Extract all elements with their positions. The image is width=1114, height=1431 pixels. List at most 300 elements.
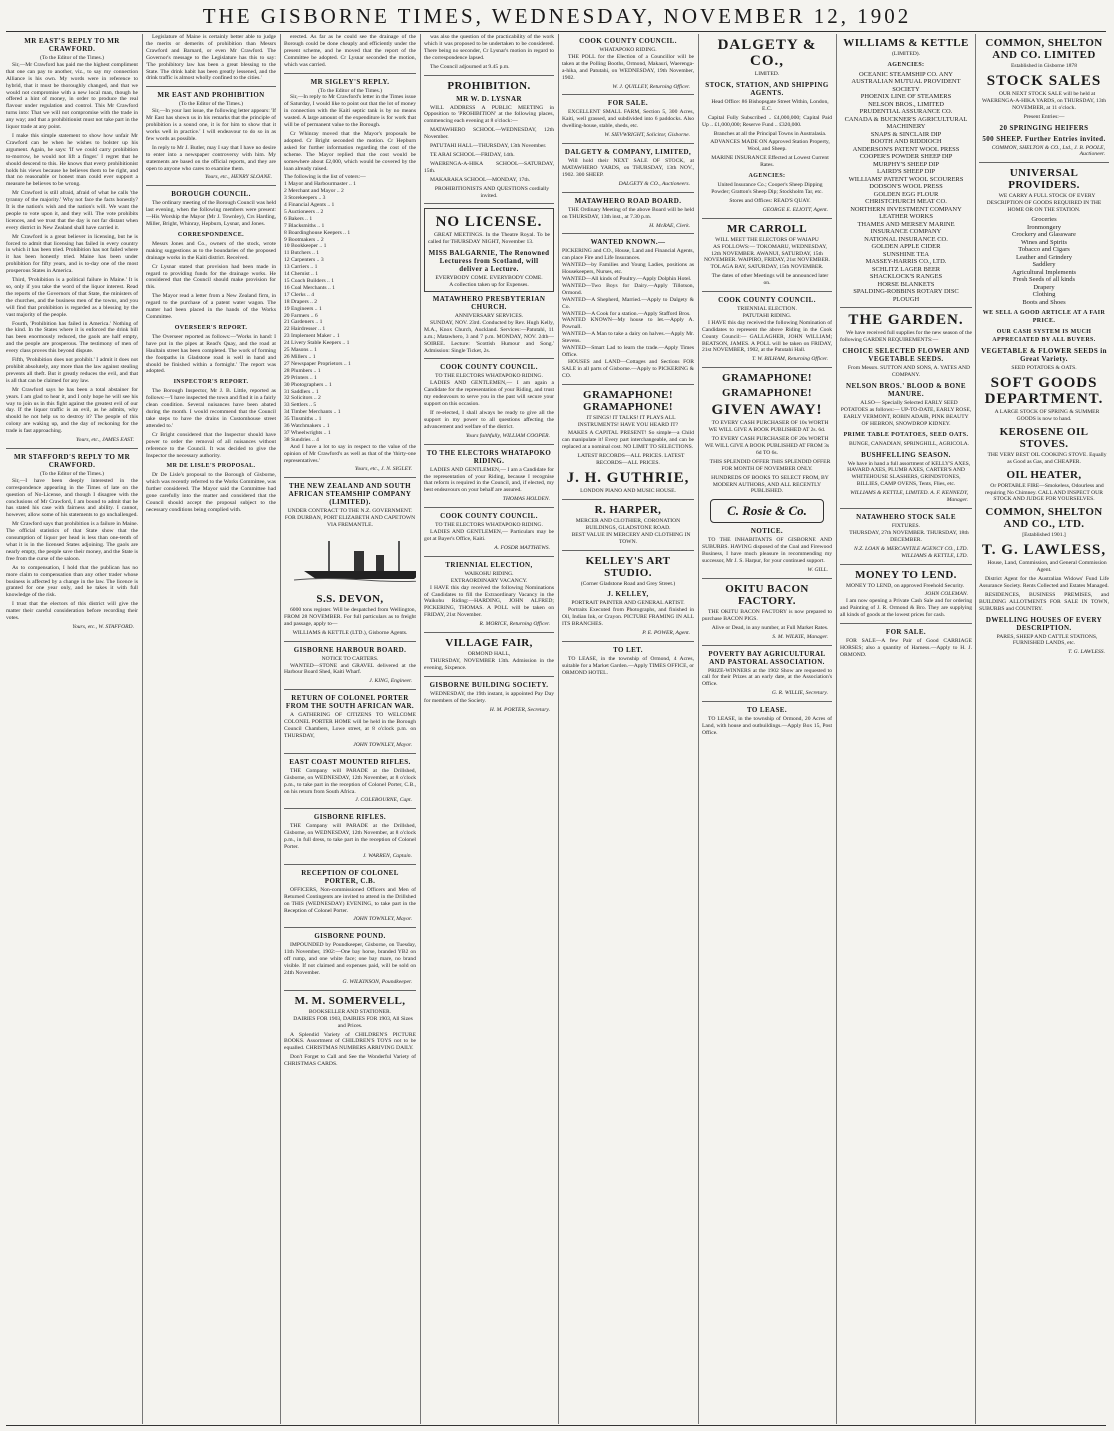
article-subheading: (To the Editor of the Times.)	[179, 101, 243, 108]
goods-list	[979, 216, 1109, 306]
list-item: 29 Printers .. 1	[284, 374, 317, 381]
ad-text: ALSO— Specially Selected EARLY SEED POTATOES as follows:— UP-TO-DATE, EARLY ROSE, EARLY VERMONT, ROBIN ADAIR, PINK BEAUTY OF HEBRON, SNOWDROP KIDNEY.	[840, 400, 972, 427]
ad-heading: GISBORNE HARBOUR BOARD.	[293, 645, 407, 654]
ad-text: GREAT MEETINGS. In the Theatre Royal. To be called for THURSDAY NIGHT, November 13.	[428, 232, 550, 246]
ad-text: HUNDREDS OF BOOKS TO SELECT FROM, BY MODERN AUTHORS, AND ALL RECENTLY PUBLISHED.	[711, 474, 829, 495]
ad-heading: GISBORNE POUND.	[314, 932, 386, 941]
column-8	[979, 34, 1109, 1424]
ad-heading: KELLEY'S ART STUDIO.	[585, 554, 671, 579]
signature: N.Z. LOAN & MERCANTILE AGENCY CO., LTD. WILLIAMS & KETTLE, LTD.	[853, 545, 968, 559]
divider	[424, 203, 554, 204]
ad-heading: MATAWHERO PRESBYTERIAN CHURCH.	[432, 295, 546, 312]
ad-text: If re-elected, I shall always be ready to give all the support in my power to all questions affecting the advancement and welfare of the district.	[424, 410, 554, 430]
divider	[840, 623, 972, 624]
goods-item: Agricultural Implements	[1011, 268, 1077, 276]
list-item: 13 Carriers .. 1	[284, 264, 318, 271]
signature: H. McRAE, Clerk.	[649, 222, 690, 229]
signature: J. COLEBOURNE, Capt.	[355, 797, 412, 804]
column-5	[562, 34, 694, 1424]
signature: GEORGE E. ELIOTT, Agent.	[762, 206, 828, 213]
agency-item: SUNSHINE TEA	[882, 250, 930, 258]
agency-item: BOOTH AND RIDDIOCH	[870, 138, 942, 146]
section-subheading: MR DE LISLE'S PROPOSAL.	[166, 463, 256, 470]
column-6	[702, 34, 832, 1424]
ad-heading: COOK COUNTY COUNCIL.	[718, 296, 816, 305]
ad-heading: MR CARROLL	[726, 222, 808, 235]
column-2	[146, 34, 276, 1424]
article-paragraph: Mr Crawford is still afraid, afraid of what he calls 'the tyranny of the majority.' Why not face the facts honestly? It is the nation's wish and the nation's will. We want the people to vote upon it, and they will. The vote prohibits licences, and we trust that the day is not far distant when every district in New Zealand shall have carried it.	[6, 190, 138, 231]
ad-text: THE POLL for the Election of a Councillor will be taken at the Polling Booths, Ormond, Makauri, Waerenga-a-hika, and Patutahi, on WEDNESDAY, 19th November, 1902.	[562, 53, 694, 81]
ad-subheading: LIMITED.	[754, 71, 780, 77]
wanted-item: WANTED—by Families and Young Ladies, positions as Housekeepers, Nurses, etc.	[562, 262, 694, 276]
list-item: 4 Financial Agents .. 1	[284, 202, 335, 209]
ad-subheading: WHATAPOKO RIDING.	[599, 47, 657, 53]
masthead-rule	[6, 31, 1106, 32]
steamship-illustration	[284, 533, 416, 583]
list-item: 17 Clerks .. 4	[284, 291, 314, 298]
agency-item: WILLIAMS' PATENT WOOL SCOURERS	[848, 175, 964, 183]
divider	[6, 448, 138, 449]
ad-text: A collection taken up for Expenses.	[449, 282, 529, 289]
article-paragraph: Third, 'Prohibition is a political failure in Maine.' It is so, only if you take the word of the liquor interest. Read the reports of the Governors of that State, the ministers of the churches, and the business men of the towns, and you will find that prohibition is regarded as a blessing by the vast majority of the people.	[6, 277, 138, 318]
ad-text: WILL ADDRESS A PUBLIC MEETING in Opposition to 'PROHIBITION' at the following places, commencing each evening at 8 o'clock:—	[424, 104, 554, 125]
list-item: 2 Merchant and Mayor .. 2	[284, 188, 344, 195]
ad-text: MARINE INSURANCE Effected at Lowest Current Rates.	[711, 155, 829, 169]
ad-subheading: NOTICE TO CARTERS.	[321, 655, 379, 662]
ad-text: From Messrs. SUTTON AND SONS, A. YATES AND COMPANY.	[847, 365, 971, 379]
column-divider	[698, 34, 699, 1424]
divider	[284, 927, 416, 928]
ad-subheading: (Corner Gladstone Road and Grey Street.)	[580, 580, 676, 587]
list-item: 34 Timber Merchants .. 1	[284, 409, 341, 416]
ad-heading: WILLIAMS & KETTLE	[843, 37, 969, 49]
ad-heading: GISBORNE BUILDING SOCIETY.	[429, 680, 549, 689]
ad-entry: 500 SHEEP. Further Entries invited.	[982, 134, 1106, 143]
list-item: 25 Masons .. 1	[284, 347, 317, 354]
list-item: 38 Sundries .. 4	[284, 436, 319, 443]
divider	[284, 641, 416, 642]
ad-text: BUNGE, CANADIAN, SPRINGHILL, AGRICOLA.	[848, 440, 970, 447]
ad-subheading: EXTRAORDINARY VACANCY.	[450, 577, 528, 584]
ad-heading: OIL HEATER,	[1006, 468, 1082, 481]
agency-item: DODSON'S WOOL PRESS	[869, 183, 943, 191]
ad-subheading: PATUTAHI RIDING.	[742, 312, 792, 319]
section-subheading: OVERSEER'S REPORT.	[174, 324, 248, 331]
ad-subheading: WILL MEET THE ELECTORS OF WAIAPU	[715, 236, 819, 243]
signature: G. R. WILLIE, Secretary.	[771, 690, 828, 697]
list-item: 22 Hairdresser .. 1	[284, 326, 326, 333]
ad-text: LADIES AND GENTLEMEN,— Particulars may be got at Bayer's Office, Kaiti.	[424, 529, 554, 542]
article-paragraph: Mr Crawford is a great believer in licensing, but he is forced to admit that licensing has failed in every country in which it has been tried. Prohibition has not failed where it has been honestly tried. Maine has been under prohibition for fifty years, and is to-day one of the most prosperous States in America.	[6, 233, 138, 275]
article-paragraph: Fourth, 'Prohibition has failed in America.' Nothing of the kind. In the States where it is enforced the drink bill has been enormously reduced, the gaols are half empty, and the people are prosperous. The testimony of men of every class proves this beyond dispute.	[6, 320, 138, 355]
column-divider	[420, 34, 421, 1424]
ad-text: District Agent for the Australian Widows' Fund Life Assurance Society. Rents Collected and Estates Managed.	[979, 576, 1109, 589]
goods-item: Crockery and Glassware	[1012, 231, 1076, 239]
article-paragraph: Mr Crawford says he has been a total abstainer for years. I am glad to hear it, and I only hope he will see his way to join us in this fight against the greatest evil of our day. If the liquor traffic is an evil, as he admits, why should he not help us to destroy it? The people of this colony are waking up, and the day of reckoning for the trade is fast approaching.	[6, 386, 138, 435]
agency-item: MASSEY-HARRIS CO., LTD.	[865, 258, 947, 266]
ad-subheading: ORMOND HALL,	[467, 651, 511, 658]
ad-heading: M. M. SOMERVELL,	[294, 994, 406, 1007]
ad-text: TO LEASE, in the township of Ormond, 20 Acres of Land, with house and outbuildings.—Apply Box 15, Post Office.	[702, 716, 832, 736]
ad-subheading: AGENCIES:	[748, 173, 786, 180]
article-paragraph: Sir,—I have been deeply interested in the correspondence appearing in the Times of late on the question of No-License, and though I disagree with the conclusions of Mr Crawford, I am bound to admit that he has stated his case with fairness and ability. I cannot, however, allow some of his statements to go unchallenged.	[6, 477, 138, 519]
signature: WILLIAMS & KETTLE, LIMITED. A. F. KENNEDY, Manager.	[850, 490, 968, 504]
ad-subheading: WE SELL A GOOD ARTICLE AT A FAIR PRICE.	[982, 310, 1106, 325]
ad-heading: J. KELLEY,	[607, 590, 649, 599]
ad-heading: R. HARPER,	[594, 503, 662, 516]
ad-heading: DALGETY & CO.,	[717, 37, 817, 69]
article-subheading: (To the Editor of the Times.)	[40, 55, 104, 61]
ad-heading: BUSHFELLING SEASON.	[861, 450, 951, 459]
divider	[840, 564, 972, 565]
list-item: 30 Photographers .. 1	[284, 381, 332, 388]
wanted-item: WANTED—A Shepherd, Married.—Apply to Dalgety & Co.	[562, 296, 694, 310]
divider	[284, 477, 416, 478]
agency-item: LEATHER WORKS	[879, 213, 933, 221]
ad-heading: GRAMAPHONE!	[722, 387, 812, 400]
ad-subheading: VEGETABLE & FLOWER SEEDS in Great Variety.	[981, 347, 1107, 364]
list-item: 20 Farmers .. 6	[284, 312, 318, 319]
column-divider	[142, 34, 143, 1424]
article-paragraph: Messrs Jones and Co., owners of the stock, wrote making suggestions as to the boundaries of the proposed drainage works in the Kaiti district. Received.	[146, 240, 276, 261]
divider	[702, 367, 832, 368]
signature: Yours, etc., HENRY SLOANE.	[205, 174, 272, 181]
goods-item: Saddlery	[1032, 261, 1056, 269]
column-4	[424, 34, 554, 1424]
ad-text: THURSDAY, NOVEMBER 13th. Admission in the evening, Sixpence.	[424, 657, 554, 671]
agency-item: LAIRD'S SHEEP DIP	[877, 168, 935, 176]
ad-text: Portraits Executed from Photographs, and finished in Oil, Indian Ink, or Crayon. PICTURE FRAMING IN ALL ITS BRANCHES.	[562, 607, 694, 628]
ad-text: MAKARAKA SCHOOL—MONDAY, 17th.	[430, 176, 531, 183]
article-subheading: (To the Editor of the Times.)	[318, 87, 382, 94]
wanted-item: WANTED—A Man to take a dairy on halves.—Apply Mr. Stevens.	[562, 331, 694, 345]
article-heading: MR SIGLEY'S REPLY.	[310, 77, 390, 86]
article-heading: BOROUGH COUNCIL.	[171, 190, 251, 199]
list-item: 16 Coal Merchants .. 1	[284, 284, 335, 291]
column-1	[6, 34, 138, 1424]
ad-heading: NO LICENSE.	[435, 214, 543, 231]
ad-text: THE Company will PARADE at the Drillshed, Gisborne, on WEDNESDAY, 12th November, at 8 o'clock p.m., in full dress, to take part in the reception of Colonel Porter.	[284, 823, 416, 851]
ad-heading: DALGETY & COMPANY, LIMITED,	[564, 148, 692, 157]
ad-text: THE Company will PARADE at the Drillshed, Gisborne, on WEDNESDAY, 12th November, at 8 o'clock p.m., to take part in the reception of Colonel Porter, C.B., on his return from South Africa.	[284, 767, 416, 795]
ad-subheading: [Established 1901.]	[1022, 532, 1066, 539]
wanted-item: WANTED—Two Boys for Dairy.—Apply Tillotson, Ormond.	[562, 282, 694, 296]
signature: DALGETY & CO., Auctioneers.	[618, 180, 690, 187]
ad-text: SEED POTATOES & OATS.	[1011, 365, 1077, 372]
signature: J. KING, Engineer.	[369, 678, 412, 685]
ad-heading: RECEPTION OF COLONEL PORTER, C.B.	[301, 868, 399, 885]
goods-item: Boots and Shoes	[1022, 298, 1066, 306]
ad-subheading: TO THE ELECTORS WHATAPOKO RIDING.	[435, 522, 543, 529]
article-paragraph: I trust that the electors of this district will give the matter their careful consideration before recording their votes.	[6, 601, 138, 622]
signature: R. MORICE, Returning Officer.	[479, 621, 550, 628]
ad-text: WANTED—STONE and GRAVEL delivered at the Harbour Board Shed, Kaiti Wharf.	[284, 662, 416, 676]
agency-item: COOPER'S POWDER SHEEP DIP	[859, 153, 953, 161]
ad-subheading: CHOICE SELECTED FLOWER AND VEGETABLE SEEDS.	[842, 347, 970, 364]
ad-heading: TO LEASE.	[746, 706, 788, 715]
list-item: 26 Millers .. 1	[284, 353, 316, 360]
ad-text: PATUTAHI HALL—THURSDAY, 13th November.	[430, 143, 547, 150]
list-item: 24 Livery Stable Keepers .. 1	[284, 340, 350, 347]
article-paragraph: Sir,—In your last issue, the following letter appears: 'If Mr East has shown us in his remarks that the principle of prohibition is a sound one, it is for him to show that it works well in practice.' I will endeavour to do so in as few words as possible.	[146, 108, 276, 142]
ad-text: MONEY TO LEND, on approved Freehold Security.	[846, 582, 965, 589]
ad-text: LADIES AND GENTLEMEN,— I am again a Candidate for the representation of your Riding, and trust my endeavours to serve you in the past will secure your support on this occasion.	[424, 380, 554, 408]
signature: W. SIEVWRIGHT, Solicitor, Gisborne.	[604, 132, 690, 139]
divider	[702, 701, 832, 702]
divider	[562, 550, 694, 551]
ad-subheading: Established in Gisborne 1878	[1010, 63, 1078, 69]
ad-heading: GRAMAPHONE!	[722, 372, 812, 385]
ad-route: FOR DURBAN, PORT ELIZABETH AND CAPETOWN VIA FREMANTLE.	[284, 515, 416, 529]
list-item: 18 Drapers .. 2	[284, 298, 318, 305]
ad-subheading: AGENCIES:	[887, 61, 925, 68]
article-paragraph: As to compensation, I hold that the publican has no more claim to compensation than any other trader whose business is affected by a change in the law. The licence is granted for one year only, and he takes it with full knowledge of the risk.	[6, 564, 138, 599]
ad-heading: COOK COUNTY COUNCIL.	[440, 363, 538, 372]
section-subheading: CORRESPONDENCE.	[177, 231, 245, 238]
wanted-item: WANTED—A Cook for a station.—Apply Stafford Bros.	[562, 310, 691, 317]
article-heading: MR EAST AND PROHIBITION	[157, 91, 265, 100]
ship-name: S.S. DEVON,	[316, 593, 384, 605]
signature: W. J. QUILLEY, Returning Officer.	[612, 83, 690, 90]
agency-item: AUSTRALIAN MUTUAL PROVIDENT SOCIETY	[851, 78, 961, 93]
divider	[702, 645, 832, 646]
ad-text: Branches at all the Principal Towns in Australasia.	[713, 130, 827, 137]
divider	[146, 185, 276, 186]
footer-rule	[6, 1425, 1106, 1426]
ad-text: The dates of other Meetings will be announced later on.	[711, 273, 829, 287]
ad-subheading: LONDON PIANO AND MUSIC HOUSE.	[580, 487, 676, 494]
wanted-item: WANTED KNOWN—My house to let.—Apply A. Pownall.	[562, 317, 694, 331]
ad-text: EXCELLENT SMALL FARM, Section 5, 300 Acres, Kaiti, well grassed, and subdivided into 6 paddocks. Also dwelling-house, stable, sheds, etc.	[562, 109, 694, 130]
signature: COMMON, SHELTON & CO., Ltd., J. B. POOLE, Auctioneer.	[991, 144, 1105, 158]
divider	[284, 808, 416, 809]
divider	[424, 632, 554, 633]
list-item: 23 Implement Maker .. 1	[284, 333, 340, 340]
divider	[284, 990, 416, 991]
ad-heading: NATAWHERO STOCK SALE	[856, 513, 956, 521]
goods-item: Wines and Spirits	[1021, 238, 1067, 246]
list-item: 1 Mayor and Harbourmaster .. 1	[284, 181, 356, 188]
agency-item: ANDERSON'S PATENT WOOL PRESS	[852, 145, 960, 153]
ad-text: Alive or Dead, in any number, at Full Market Rates.	[711, 624, 829, 631]
ad-subheading: UNDER CONTRACT TO THE N.Z. GOVERNMENT.	[287, 508, 413, 515]
agency-item: OCEANIC STEAMSHIP CO. ANY	[858, 70, 954, 78]
ad-text: EVERYBODY COME. EVERYBODY COME.	[435, 275, 543, 282]
signature: G. WILKINSON, Poundkeeper.	[342, 978, 412, 985]
column-divider	[280, 34, 281, 1424]
goods-item: Groceries	[1031, 216, 1057, 224]
list-item: 12 Carpenters .. 3	[284, 257, 324, 264]
ad-subheading: TO THE ELECTORS WHATAPOKO RIDING.	[435, 373, 543, 380]
signature: Yours, etc., J. N. SIGLEY.	[354, 466, 412, 473]
ad-subheading: STOCK, STATION, AND SHIPPING AGENTS.	[705, 80, 829, 97]
article-paragraph: Cr Lysnar stated that provision had been made in regard to providing funds for the drainage works. He considered that the Council should make provision for this.	[146, 263, 276, 291]
agency-item: SPALDING-ROBBINS ROTARY DISC PLOUGH	[853, 288, 959, 303]
ad-text: AS FOLLOWS:— TOKOMARU, WEDNESDAY, 12th NOVEMBER. AWANUI, SATURDAY, 15th NOVEMBER. WAIPIRO, FRIDAY, 21st NOVEMBER. TOLAGA BAY, SATURDAY, 15th NOVEMBER.	[703, 243, 831, 271]
logo-text: C. Rosie & Co.	[727, 502, 807, 518]
agency-list	[840, 71, 972, 304]
ad-heading: FOR SALE.	[607, 99, 649, 108]
divider	[562, 384, 694, 385]
ad-agent: WILLIAMS & KETTLE (LTD.), Gisborne Agents.	[292, 629, 408, 636]
ad-heading: WANTED KNOWN.—	[590, 238, 666, 247]
divider	[562, 94, 694, 95]
ad-heading: MONEY TO LEND.	[855, 568, 957, 581]
ad-heading: UNIVERSAL PROVIDERS.	[1008, 167, 1080, 192]
ad-text: I HAVE this day received the following Nomination of Candidates to represent the above Riding in the Cook County Council:— GALLAGHER, JOHN WILLIAM; BEATSON, JAMES. A POLL will be taken on FRIDAY, 21st NOVEMBER, 1902, at the Patutahi Hall.	[702, 319, 832, 354]
article-paragraph: The Council adjourned at 9.45 p.m.	[430, 63, 510, 70]
ad-text: PRIZE-WINNERS at the 1902 Show are requested to call for their Prizes at an early date, at the Association's Office.	[702, 667, 832, 688]
goods-item: Fresh Seeds of all kinds	[1012, 276, 1076, 284]
list-item: 37 Wheelwrights .. 1	[284, 429, 331, 436]
signature: J. WARREN, Captain.	[362, 852, 412, 859]
ad-text: We have in hand a full assortment of KELLY'S AXES, HAVARD AXES, PLUMB AXES, CARTER'S AND WHITEHOUSE SLASHERS, GRINDSTONES, BILLIES, CAMP OVENS, Tents, Flies, etc.	[847, 460, 971, 488]
ad-text: United Insurance Co.; Cooper's Sheep Dipping Powder; Gratton's Sheep Dip; Stockholm Tar, etc.	[711, 182, 823, 195]
ad-text: Or PORTABLE FIRE—Smokeless, Odourless and requiring No Chimney. CALL AND INSPECT OUR STOCK AND JUDGE FOR YOURSELVES.	[985, 482, 1104, 503]
signature: A. FOSDR MATTHEWS.	[494, 544, 550, 551]
ad-text: ADVANCES MADE ON Approved Station Property, Wool, and Sheep.	[710, 139, 830, 153]
ad-text: WEDNESDAY, the 19th instant, is appointed Pay Day for members of the Society.	[424, 690, 554, 704]
article-paragraph: erected. As far as he could see the drainage of the Borough could be done cheaply and efficiently under the present scheme, and he moved that the report of the Committee be adopted. Cr Lysnar seconded the motion, which was carried.	[284, 34, 416, 68]
ad-heading: VILLAGE FAIR,	[445, 637, 533, 650]
article-paragraph: And I have a lot to say in respect to the value of the opinion of Mr Crawford's as well as that of the 'thirty-one representatives.'	[284, 443, 416, 464]
ad-heading: KEROSENE OIL STOVES.	[999, 425, 1089, 450]
list-item: 21 Gardeners .. 1	[284, 319, 323, 326]
ad-text: LADIES AND GENTLEMEN,— I am a Candidate for the representation of your Riding, because I recognise that reform is required in the Council, and, if elected, my best endeavours on your behalf are assured.	[424, 466, 554, 494]
lecturer-name: MISS BALGARNIE, The Renowned Lecturess from Scotland, will deliver a Lecture.	[428, 249, 550, 274]
ad-heading: MR W. D. LYSNAR	[456, 94, 522, 103]
ad-heading: POVERTY BAY AGRICULTURAL AND PASTORAL ASSOCIATION.	[708, 649, 826, 666]
ad-heading: PROHIBITION.	[447, 79, 531, 92]
ad-text: Head Office: 86 Bishopsgate Street Within, London, E.C.	[711, 98, 829, 112]
ad-text: Will hold their NEXT SALE OF STOCK, at MATAWHERO YARDS, on THURSDAY, 13th NOV., 1902. 300 SHEEP.	[562, 158, 694, 178]
ad-text: DAIRIES FOR 1903, DAIRIES FOR 1903, All Sizes and Prices.	[293, 1015, 413, 1029]
ad-text: A GATHERING OF CITIZENS TO WELCOME COLONEL PORTER HOME will be held in the Borough Council Chambers, Lowe street, at 8 o'clock p.m. on THURSDAY,	[284, 712, 416, 739]
agency-item: NATIONAL INSURANCE CO.	[864, 235, 948, 243]
ad-text: I am now opening a Private Cash Sale and for ordering and Painting of J. R. Ormond & Bro. They are supplying all kinds of goods at the lowest prices for cash.	[840, 598, 972, 619]
ad-heading: TO THE ELECTORS WHATAPOKO RIDING.	[426, 448, 552, 465]
ad-heading: GISBORNE RIFLES.	[313, 813, 387, 822]
list-item: 6 Bakers .. 1	[284, 215, 313, 222]
list-item: 32 Solicitors .. 2	[284, 395, 321, 402]
article-heading: MR EAST'S REPLY TO MR CRAWFORD.	[24, 37, 120, 53]
ad-text: THIS SPLENDID OFFER THIS SPLENDID OFFER FOR MONTH OF NOVEMBER ONLY.	[709, 458, 831, 472]
divider	[840, 508, 972, 509]
ad-text: Stores and Offices: READ'S QUAY.	[729, 197, 811, 204]
list-item: 9 Bootmakers .. 2	[284, 236, 324, 243]
divider	[284, 73, 416, 74]
column-3	[284, 34, 416, 1424]
divider	[424, 358, 554, 359]
voters-list-title: The following is the list of voters:—	[284, 174, 366, 181]
divider	[562, 143, 694, 144]
article-paragraph: The Overseer reported as follows:—'Works in hand: I have put in the pipes at Read's Quay, and the road at Haultain street has been completed. The work of forming the footpaths in Gladstone road is well in hand and should be finished within a fortnight.' The report was adopted.	[146, 333, 276, 375]
article-paragraph: In reply to Mr J. Butler, may I say that I have no desire to enter into a newspaper controversy with him. My statements are based on the official reports, and they are open to anyone who cares to examine them.	[146, 144, 276, 172]
ad-text: TO EVERY CASH PURCHASER OF 20s WORTH WE WILL GIVE A BOOK PUBLISHED AT FROM 3s 6d TO 6s.	[704, 436, 830, 456]
list-item: 28 Plumbers .. 1	[284, 367, 321, 374]
article-heading: MR STAFFORD'S REPLY TO MR CRAWFORD.	[13, 452, 131, 469]
ad-subheading: FIXTURES.	[891, 523, 921, 529]
ad-text: We have received full supplies for the new season of the following GARDEN REQUIREMENTS:—	[840, 330, 972, 344]
wanted-item: WANTED—All kinds of Poultry.—Apply Dolphin Hotel.	[562, 276, 692, 283]
list-item: 33 Settlers .. 5	[284, 402, 317, 409]
article-paragraph: The Borough Inspector, Mr J. B. Little, reported as follows:—'I have inspected the town and find it in a fairly clean condition. Several nuisances have been abated during the month. I would recommend that the Council take steps to have the drains in Customhouse street attended to.'	[146, 388, 276, 429]
article-paragraph: Dr De Lisle's proposal to the Borough of Gisborne, which was recently referred to the Works Committee, was further considered. The Mayor said the Committee had gone carefully into the matter and considered that the Council should accept the proposal subject to the necessary conditions being complied with.	[146, 472, 276, 513]
article-paragraph: Legislature of Maine is certainly better able to judge the merits or demerits of prohibition than Messrs Crawford and Barnard, or even Mr Crawford. The Governor's message to the Legislature has this to say: 'The prohibitory law has been a great blessing to the State. The drink habit has been greatly lessened, and the drink traffic is almost wholly confined to the cities.'	[146, 34, 276, 82]
agency-item: PHOENIX LINE OF STEAMERS	[860, 93, 952, 101]
divider	[979, 162, 1109, 163]
list-item: 27 Newspaper Proprietors .. 1	[284, 360, 351, 367]
article-paragraph: Sir,—In reply to Mr Crawford's letter in the Times issue of Saturday, I would like to point out that the lot of money in connection with the Kaiti septic tank is by no means wasted. A large amount of the expenditure is for work that will be of permanent value to the Borough.	[284, 94, 416, 129]
ad-text: SUNDAY, NOV. 23rd. Conducted by Rev. Hugh Kelly, M.A., Knox Church, Auckland. Services:—Patutahi, 11 a.m.; Matawhero, 3 and 7 p.m. MONDAY, NOV. 24th—SOIREE. Lecture: 'Scottish Humour and Song.' Admission: Single Ticket, 2s.	[424, 319, 554, 354]
article-paragraph: Cr Bright considered that the Inspector should have power to order the removal of all nuisances without reference to the Council. It was decided to give the Inspector the necessary authority.	[146, 431, 276, 459]
signature: JOHN TOWNLEY, Mayor.	[353, 916, 412, 923]
ad-text: FOR SALE—A few Pair of Good CARRIAGE HORSES; also a quantity of Harness.—Apply to H. J. ORMOND.	[840, 638, 972, 658]
ad-subheading: WAIKOHU RIDING.	[464, 570, 514, 577]
ad-text: 6000 tons register. Will be despatched from Wellington, FROM 28 NOVEMBER. For full particulars as to freight and passage, apply to—	[284, 607, 416, 627]
rosie-logo	[710, 499, 824, 523]
list-item: 10 Bookkeeper .. 1	[284, 243, 327, 250]
ad-box	[424, 208, 554, 292]
agency-item: SHACKLOCK'S RANGES	[869, 273, 943, 281]
signature: JOHN COLEMAN.	[924, 591, 968, 598]
agency-item: NORTHERN INVESTMENT COMPANY	[850, 205, 962, 213]
article-paragraph: The Mayor read a letter from a New Zealand firm, in regard to the purchase of a patent water wagon. The matter had been placed in the hands of the Works Committee.	[146, 293, 276, 320]
ad-heading: NOTICE.	[750, 527, 784, 536]
agency-item: SNAPS & SINCLAIR DIP	[870, 130, 942, 138]
ad-heading: TRIENNIAL ELECTION,	[445, 560, 533, 569]
ad-text: House, Land, Commission, and General Commission Agent.	[987, 560, 1107, 574]
ad-heading: RETURN OF COLONEL PORTER FROM THE SOUTH AFRICAN WAR.	[285, 694, 415, 711]
ad-subheading: ANNIVERSARY SERVICES.	[454, 313, 524, 320]
ad-text: Present Entries:—	[1023, 113, 1065, 120]
goods-item: Clothing	[1032, 291, 1056, 299]
ad-text: OUR NEXT STOCK SALE will be held at WAERENGA-A-HIKA YARDS, on THURSDAY, 13th NOVEMBER, at 11 o'clock.	[981, 90, 1106, 111]
ad-heading: STOCK SALES	[986, 72, 1102, 89]
wanted-item: PICKERING and CO., House, Land and Financial Agents, can place Fire and Life Insurances.	[562, 248, 694, 262]
ad-subheading: (LIMITED).	[891, 51, 921, 57]
ad-subheading: BOOKSELLER AND STATIONER.	[308, 1008, 392, 1015]
divider	[284, 864, 416, 865]
ad-text: PROHIBITIONISTS AND QUESTIONS cordially invited.	[434, 185, 550, 199]
signature: P. E. POWER, Agent.	[642, 630, 690, 637]
agency-item: SCHLITZ LAGER BEER	[871, 265, 941, 273]
wanted-item: WANTED—Smart Lad to learn the trade.—Apply Times Office.	[562, 345, 694, 358]
signature: JOHN TOWNLEY, Mayor.	[353, 741, 412, 748]
list-item: 36 Watchmakers .. 1	[284, 423, 330, 430]
divider	[284, 753, 416, 754]
article-paragraph: was also the question of the practicability of the work which it was proposed to be undertaken to be considered. There being no seconder, Cr Lysnar's motion in regard to the correspondence lapsed.	[424, 34, 554, 61]
article-paragraph: The ordinary meeting of the Borough Council was held last evening, when the following members were present:—His Worship the Mayor (Mr J. Townley), Crs Harding, Miller, Bright, Whinray, Hepburn, Lysnar, and Jones.	[146, 200, 276, 228]
goods-item: Drapery	[1033, 283, 1055, 291]
ad-text: IT SINGS! IT TALKS! IT PLAYS ALL INSTRUMENTS! HAVE YOU HEARD IT?	[577, 414, 679, 428]
ad-text: PARES, SHEEP AND CATTLE STATIONS, FURNISHED LANDS, etc.	[996, 633, 1098, 647]
column-divider	[836, 34, 837, 1424]
ad-text: A Splendid Variety of CHILDREN'S PICTURE BOOKS. Assortment of CHILDREN'S TOYS not to be equalled. CHRISTMAS NUMBERS ARRIVING DAILY.	[284, 1031, 416, 1052]
ad-heading: COMMON, SHELTON AND CO., LTD.	[985, 506, 1103, 531]
ad-text: MAKES A CAPITAL PRESENT! So simple—a Child can manipulate it! Every part interchangeable, and can be replaced at a nominal cost. NO LIMIT TO SELECTIONS.	[562, 430, 694, 451]
ad-text: RESIDENCES, BUSINESS PREMISES, and BUILDING ALLOTMENTS FOR SALE IN TOWN, SUBURBS and COUNTRY.	[979, 591, 1109, 612]
list-item: 19 Engineers .. 1	[284, 305, 322, 312]
signature: Yours, etc., W. STAFFORD.	[72, 623, 134, 630]
ad-heading: COOK COUNTY COUNCIL.	[440, 512, 538, 521]
agency-item: GOLDEN APPLE CIDER	[871, 243, 941, 251]
agency-item: GOLDEN EGG FLOUR	[873, 190, 939, 198]
ad-text: TO THE INHABITANTS OF GISBORNE AND SUBURBS. HAVING disposed of the Coal and Firewood Business, I have much pleasure in recommending my successor, Mr J. S. Harpur, for your continued support.	[702, 537, 832, 565]
agency-item: PRUDENTIAL ASSURANCE CO.	[859, 108, 953, 116]
ad-subheading: NELSON BROS.' BLOOD & BONE MANURE.	[846, 382, 966, 399]
signature: THOMAS HOLDEN.	[502, 496, 550, 503]
